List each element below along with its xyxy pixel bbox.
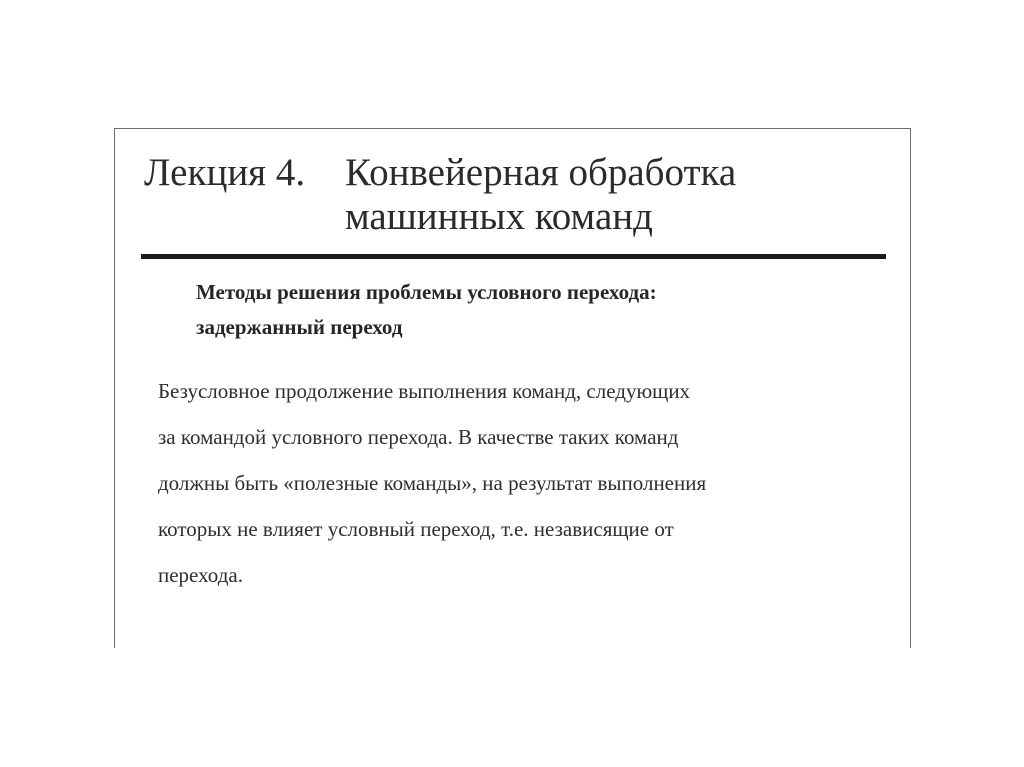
lecture-title-line: Конвейерная обработка xyxy=(345,151,737,194)
body-paragraph xyxy=(158,368,706,598)
body-line: Безусловное продолжение выполнения команд, следующих xyxy=(158,379,691,403)
lecture-number: Лекция 4. xyxy=(144,151,306,194)
section-heading-line: Методы решения проблемы условного перехода: xyxy=(196,280,657,304)
section-heading xyxy=(196,275,657,345)
body-line: которых не влияет условный переход, т.е. независящие от xyxy=(158,517,674,541)
body-line: должны быть «полезные команды», на результат выполнения xyxy=(158,471,707,495)
section-heading-line: задержанный переход xyxy=(196,315,403,339)
body-line: за командой условного перехода. В качестве таких команд xyxy=(158,425,679,449)
lecture-title-line: машинных команд xyxy=(345,195,653,238)
lecture-title xyxy=(345,151,736,239)
body-line: перехода. xyxy=(158,563,243,587)
title-divider xyxy=(141,254,886,259)
